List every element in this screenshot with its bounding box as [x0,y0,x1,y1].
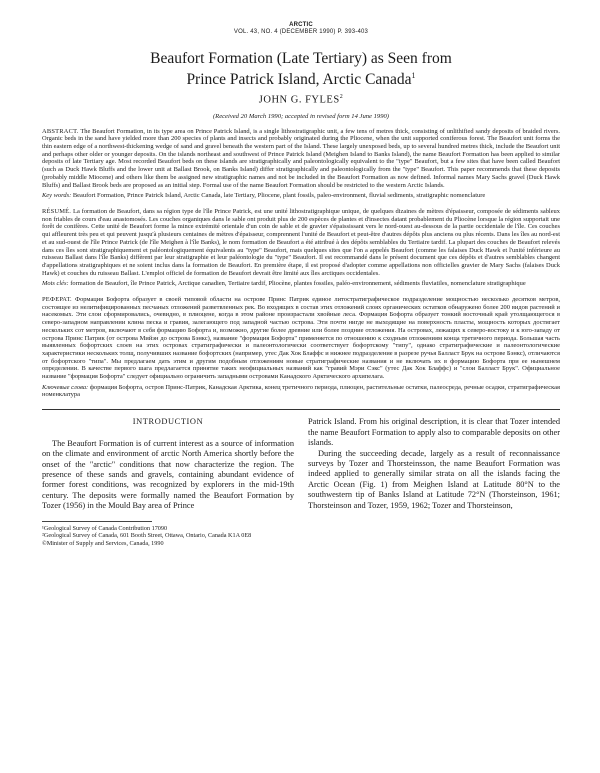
keywords-fr [42,280,560,288]
footnote-1: ¹Geological Survey of Canada Contribution 17090 [42,524,168,532]
copyright-note: ©Minister of Supply and Services, Canada, 1990 [42,539,164,547]
keywords-en-head: Key words: [42,192,72,200]
abstract [42,128,560,190]
title-line-2 [42,67,560,88]
keywords-ru [42,384,560,399]
resume [42,208,560,277]
abstract-text: The Beaufort Formation, in its type area on Prince Patrick Island, is a single lithostratigraphic unit, a few tens of metres thick, consisting of unlithified sandy deposits of braided rivers. Organic beds in the sand have yielded more than 200 species of plants and insects and probably originated during the Pliocene, when the unit supported coniferous forest. The Beaufort unit forms the thin eastern edge of a northwest-thickening wedge of sand and gravel beneath the western part of the Island. These largely unexposed beds, up to several hundred metres thick, include the Beaufort unit and perhaps other older or younger deposits. On the islands northeast and southwest of Prince Patrick Island (Meighen Island to Banks Island), the name Beaufort Formation has been applied to similar deposits of late Tertiary age. Most recorded Beaufort beds on these islands are stratigraphically and paleontologically equivalent to the "type" Beaufort, but a few sites that have been called Beaufort (such as Duck Hawk Bluffs and the lower unit at Ballast Brook, on Banks Island) differ stratigraphically and paleontologically from the "type" Beaufort. This paper recommends that these deposits (probably middle Miocene) and others like them be assigned new stratigraphic names and not be included in the Beaufort Formation as now defined. Informal names Mary Sachs gravel (Duck Hawk Bluffs) and Ballast Brook beds are proposed as an initial step. Formal use of the name Beaufort Formation should be restricted to the western Arctic Islands. [42,127,560,189]
intro-paragraph-2: During the succeeding decade, largely as a result of reconnaissance surveys by Tozer and Thorsteinsson, the name Beaufort Formation was indeed applied to generally similar strata on all the islands facing the Arctic Ocean (Fig. 1) from Meighen Island at Latitude 80°N to the southwestern tip of Banks Island at Latitude 72°N (Thorsteinson, 1961; Thorsteinson and Tozer, 1959, 1962; Tozer and Thorsteinson, [308,448,560,510]
title-line-2-text: Prince Patrick Island, Arctic Canada [186,71,412,89]
keywords-ru-text: формация Бофорта, остров Принс-Патрик, Канадская Арктика, конец третичного периода, плиоцен, растительные остатки, палеосреда, речные осадки, стратиграфическая номенклатура [42,383,560,399]
keywords-en [42,192,560,200]
keywords-en-text: Beaufort Formation, Prince Patrick Island, Arctic Canada, late Tertiary, Pliocene, plant fossils, paleo-environment, fluvial sediments, stratigraphic nomenclature [72,192,486,200]
journal-name: ARCTIC [289,22,313,28]
referat [42,296,560,381]
intro-paragraph-1-cont: Patrick Island. From his original description, it is clear that Tozer intended the name Beaufort Formation to apply also to comparable deposits on other islands. [308,417,560,448]
received-line: (Received 20 March 1990; accepted in revised form 14 June 1990) [212,112,389,120]
author-line [42,94,560,106]
footnotes [42,521,252,548]
intro-paragraph-1: The Beaufort Formation is of current interest as a source of information on the climate and environment of arctic North America shortly before the onset of the "arctic" conditions that now characterize the region. The presence of these sands and gravels, containing abundant evidence of former forest conditions, was recognized by explorers in the mid-19th century. The deposits were formally named the Beaufort Formation by Tozer (1956) in the Mould Bay area of Prince [42,438,294,511]
body-columns [42,410,560,547]
referat-text: Формация Бофорта образует в своей типовой области на острове Принс Патрик единое литостратиграфическое подразделение мощностью несколько десятков метров, состоящее из нелитифицированных песчаных отложений разветвленных рек. Во входящих в состав этих отложений слоях органических остатков обнаружено более 200 видов растений и насекомых. Эти слои сформировались, очевидно, в плиоцене, когда в этом районе произрастали хвойные леса. Формация Бофорта образует тонкий восточный край утолщающегося в северо-западном направлении клина песка и гравия, залегающего под западной частью острова. Эти почти нигде не выходящие на поверхность пласты, мощность которых достигает нескольких сот метров, включают в себя формацию Бофорта и, возможно, другие более древние или более поздние отложения. На островах, лежащих к северо-востоку и к юго-западу от острова Принс Патрик (от острова Мийэн до острова Бэнкс), название "формация Бофорта" применяется по отношению к сходным отложениям конца третичного периода. Большая часть выявленных бофортских слоев на этих островах стратиграфически и палеонтологически соответствует бофортскому "типу", однако стратиграфические и палеонтологические характеристики нескольких толщ, получивших название бофортских (например, утес Дак Хок Блаффс и нижнее подразделение в разрезе ручья Балласт Брук на острове Бэнкс), отличаются от бофортского "типа". Мы предлагаем дать этим и другим подобным отложениям новые стратиграфические названия и не включать их в формацию Бофорта при ее нынешнем определении. В качестве первого шага предлагается принятие таких неофициальных названий как "гравий Мэри Сэкс" (утес Дак Хок Блаффс) и "слои Балласт Брук". Официальное название "формация Бофорта" следует официально ограничить западными островами Канадского Арктического архипелага. [42,296,561,381]
article-title [42,50,560,88]
journal-header [42,22,560,36]
keywords-fr-head: Mots clés: [42,280,69,288]
author-name: JOHN G. FYLES [258,94,340,106]
resume-head: RÉSUMÉ. [42,207,72,215]
abstract-head: ABSTRACT. [42,127,79,135]
journal-volume-line: VOL. 43, NO. 4 (DECEMBER 1990) P. 393-403 [233,29,369,35]
left-column [42,410,294,547]
referat-head: РЕФЕРАТ. [42,296,72,304]
intro-heading: INTRODUCTION [132,417,204,427]
right-column [308,410,560,547]
author-footnote-mark: 2 [339,94,344,101]
resume-text: La formation de Beaufort, dans sa région type de l'île Prince Patrick, est une unité lithostratigraphique unique, de quelques dizaines de mètres d'épaisseur, composée de sédiments sableux non friables de cours d'eau anastomosés. Les couches organiques dans le sable ont produit plus de 200 espèces de plantes et d'insectes datant probablement du Pliocène lorsque la région supportait une forêt de conifères. Cette unité de Beaufort forme la mince extrémité orientale d'un coin de sable et de gravier s'épaississant vers le nord-ouest au-dessous de la partie occidentale de l'île. Ces couches qui affleurent très peu et qui peuvent jusqu'à plusieurs centaines de mètres d'épaisseur, comprennent l'unité de Beaufort et peut-être d'autres dépôts plus anciens ou plus récents. Dans les îles au nord-est et au sud-ouest de l'île Prince Patrick (de l'île Meighen à l'île Banks), le nom formation de Beaufort a été attribué à des dépôts semblables du Tertiaire tardif. La plupart des couches de Beaufort relevés dans ces îles sont stratigraphiquement et paléontologiquement équivalents au "type" Beaufort, mais quelques sites que l'on a appelés Beaufort (comme les falaises Duck Hawk et l'unité inférieure au ruisseau Ballast dans l'île Banks) diffèrent par leur stratigraphie et leur paléontologie du "type" Beaufort. Il est recommandé dans le présent document que ces dépôts et d'autres semblables changent d'appellations stratigraphiques et ne soient inclus dans la formation de Beaufort. En première étape, il est proposé d'adopter comme appellations non officielles gravier de Mary Sachs (falaises Duck Hawk) et couches du ruisseau Ballast. L'emploi officiel de formation de Beaufort devrait être limité aux îles arctiques occidentales. [42,207,560,277]
title-footnote-mark: 1 [411,71,416,80]
footnote-2: ²Geological Survey of Canada, 601 Booth Street, Ottawa, Ontario, Canada K1A 0E8 [42,532,252,540]
keywords-ru-head: Ключевые слова: [42,383,89,391]
title-line-1: Beaufort Formation (Late Tertiary) as Seen from [150,50,452,67]
keywords-fr-text: formation de Beaufort, île Prince Patrick, Arctique canadien, Tertiaire tardif, Pliocène, plantes fossiles, paléo-environnement, sédiments fluviatiles, nomenclature stratigraphique [70,280,526,288]
